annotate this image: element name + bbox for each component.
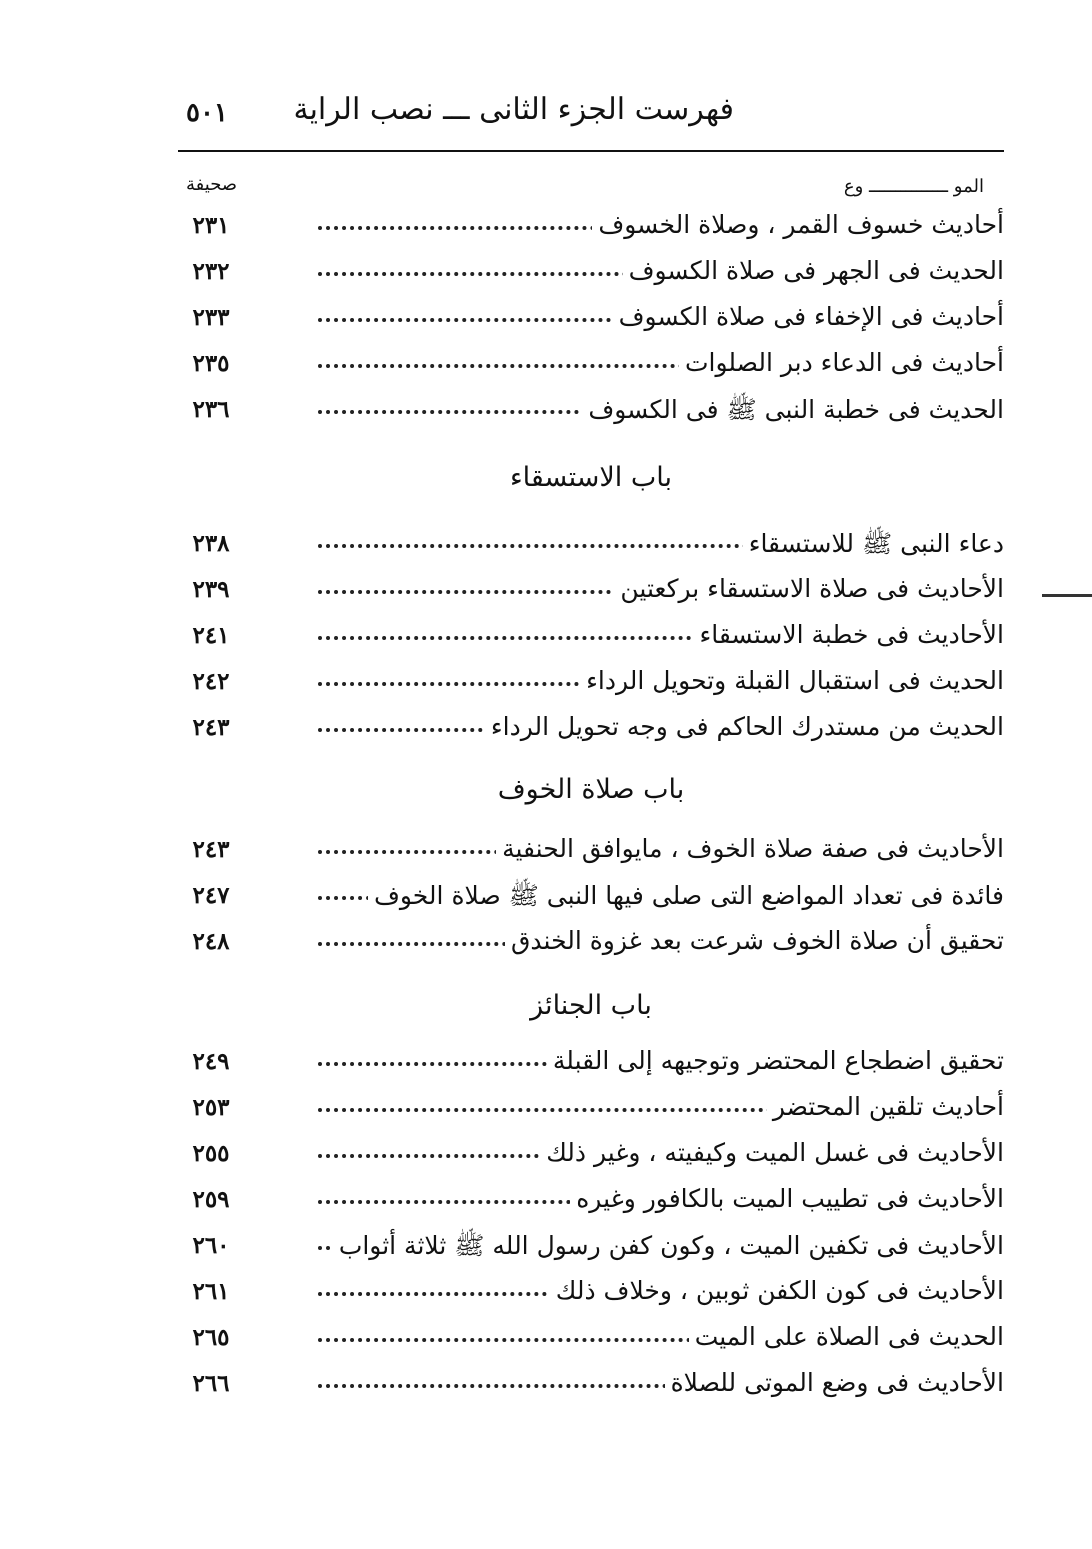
entry-title: الأحاديث فى صلاة الاستسقاء بركعتين bbox=[614, 574, 1004, 603]
entry-title: أحاديث خسوف القمر ، وصلاة الخسوف bbox=[592, 210, 1004, 239]
toc-entry bbox=[178, 616, 1004, 660]
entry-page: ٢٣٢ bbox=[192, 258, 230, 285]
entry-title: فائدة فى تعداد المواضع التى صلى فيها النبى ﷺ صلاة الخوف bbox=[368, 880, 1004, 917]
entry-page: ٢٤٣ bbox=[192, 836, 230, 863]
entry-title: الحديث فى استقبال القبلة وتحويل الرداء bbox=[580, 666, 1004, 695]
entry-page: ٢٣٨ bbox=[192, 530, 230, 557]
toc-entry bbox=[178, 1318, 1004, 1362]
toc-entry bbox=[178, 344, 1004, 388]
toc-entry bbox=[178, 570, 1004, 614]
running-title: فهرست الجزء الثانى ـــ نصب الراية bbox=[293, 92, 734, 127]
toc-entry bbox=[178, 662, 1004, 706]
entry-page: ٢٣٦ bbox=[192, 396, 230, 423]
toc-entry bbox=[178, 524, 1004, 568]
entry-title: الأحاديث فى تطييب الميت بالكافور وغيره bbox=[570, 1184, 1004, 1213]
entry-title: أحاديث فى الإخفاء فى صلاة الكسوف bbox=[613, 302, 1004, 331]
entry-title: الحديث فى خطبة النبى ﷺ فى الكسوف bbox=[582, 394, 1004, 431]
entry-page: ٢٣٣ bbox=[192, 304, 230, 331]
entry-page: ٢٥٩ bbox=[192, 1186, 230, 1213]
entry-page: ٢٤٨ bbox=[192, 928, 230, 955]
topic-column-label: المو ـــــــــــــــ وع bbox=[843, 176, 984, 197]
entry-title: الحديث فى الجهر فى صلاة الكسوف bbox=[623, 256, 1004, 285]
entry-page: ٢٤٧ bbox=[192, 882, 230, 909]
entry-page: ٢٦٠ bbox=[192, 1232, 230, 1259]
toc-entry bbox=[178, 298, 1004, 342]
entry-page: ٢٣٩ bbox=[192, 576, 230, 603]
scan-edge-mark bbox=[1042, 594, 1092, 597]
entry-page: ٢٥٥ bbox=[192, 1140, 230, 1167]
entry-title: دعاء النبى ﷺ للاستسقاء bbox=[743, 528, 1004, 565]
entry-page: ٢٦٥ bbox=[192, 1324, 230, 1351]
toc-entry bbox=[178, 1180, 1004, 1224]
toc-entry bbox=[178, 206, 1004, 250]
toc-entry bbox=[178, 252, 1004, 296]
toc-entry bbox=[178, 390, 1004, 434]
entry-title: الحديث من مستدرك الحاكم فى وجه تحويل الرداء bbox=[485, 712, 1004, 741]
entry-title: أحاديث تلقين المحتضر bbox=[767, 1092, 1004, 1121]
entry-title: الحديث فى الصلاة على الميت bbox=[689, 1322, 1004, 1351]
entry-page: ٢٥٣ bbox=[192, 1094, 230, 1121]
page-column-label: صحيفة bbox=[186, 174, 238, 195]
section-heading: باب الاستسقاء bbox=[509, 462, 673, 493]
page-header bbox=[178, 92, 1004, 150]
toc-entry bbox=[178, 708, 1004, 752]
page-number: ٥٠١ bbox=[186, 98, 228, 128]
section-heading: باب صلاة الخوف bbox=[497, 774, 685, 805]
header-rule bbox=[178, 150, 1004, 152]
toc-entry bbox=[178, 876, 1004, 920]
entry-page: ٢٣٥ bbox=[192, 350, 230, 377]
entry-page: ٢٣١ bbox=[192, 212, 230, 239]
entry-title: الأحاديث فى تكفين الميت ، وكون كفن رسول الله ﷺ ثلاثة أثواب bbox=[333, 1230, 1004, 1267]
toc-entry bbox=[178, 1272, 1004, 1316]
toc-entry bbox=[178, 922, 1004, 966]
toc-entry bbox=[178, 1134, 1004, 1178]
entry-page: ٢٤٩ bbox=[192, 1048, 230, 1075]
entry-title: الأحاديث فى غسل الميت وكيفيته ، وغير ذلك bbox=[540, 1138, 1004, 1167]
toc-entry bbox=[178, 1088, 1004, 1132]
entry-title: الأحاديث فى وضع الموتى للصلاة bbox=[665, 1368, 1004, 1397]
toc-entry bbox=[178, 1042, 1004, 1086]
entry-page: ٢٤١ bbox=[192, 622, 230, 649]
toc-entry bbox=[178, 1364, 1004, 1408]
entry-page: ٢٦١ bbox=[192, 1278, 230, 1305]
entry-title: تحقيق أن صلاة الخوف شرعت بعد غزوة الخندق bbox=[505, 926, 1004, 955]
section-heading: باب الجنائز bbox=[530, 990, 652, 1021]
entry-title: الأحاديث فى كون الكفن ثوبين ، وخلاف ذلك bbox=[550, 1276, 1004, 1305]
entry-title: أحاديث فى الدعاء دبر الصلوات bbox=[679, 348, 1004, 377]
entry-page: ٢٤٣ bbox=[192, 714, 230, 741]
entry-page: ٢٦٦ bbox=[192, 1370, 230, 1397]
entry-page: ٢٤٢ bbox=[192, 668, 230, 695]
toc-entry bbox=[178, 830, 1004, 874]
entry-title: الأحاديث فى خطبة الاستسقاء bbox=[694, 620, 1004, 649]
toc-entry bbox=[178, 1226, 1004, 1270]
entry-title: تحقيق اضطجاع المحتضر وتوجيهه إلى القبلة bbox=[547, 1046, 1004, 1075]
entry-title: الأحاديث فى صفة صلاة الخوف ، مايوافق الحنفية bbox=[496, 834, 1004, 863]
